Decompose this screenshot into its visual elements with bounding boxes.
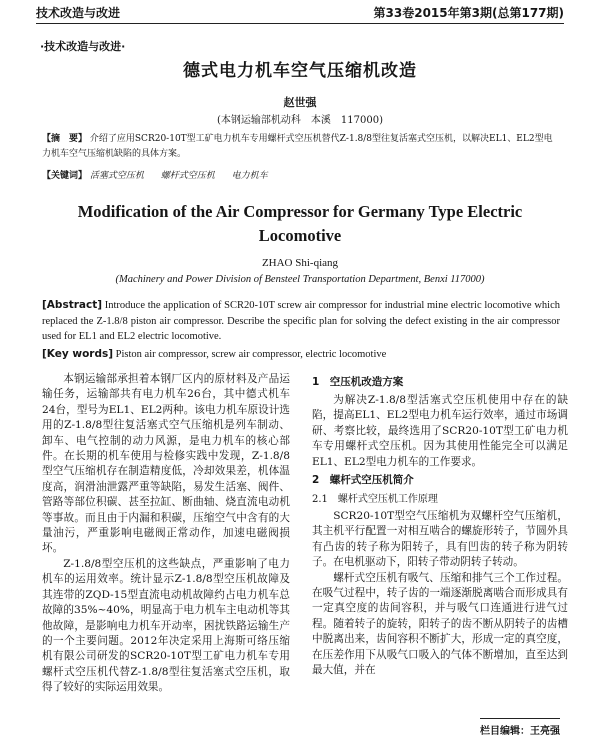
affiliation-en: (Machinery and Power Division of Bensteel Transportation Department, Benxi 117000)	[115, 274, 485, 285]
paper-title-cn: 德式电力机车空气压缩机改造	[183, 61, 417, 81]
author-cn: 赵世强	[283, 96, 317, 109]
running-header-left: 技术改造与改进	[36, 6, 121, 20]
affiliation-cn: (本钢运输部机动科 本溪 117000)	[217, 115, 383, 126]
keyword-cn: 活塞式空压机	[89, 171, 144, 181]
body-paragraph: 螺杆式空压机有吸气、压缩和排气三个工作过程。在吸气过程中，转子齿的一端逐渐脱离啮合而形成具有一定真空度的齿间容积，并与吸气口连通进行进气过程。随着转子的旋转，阳转子的齿不断从阴转子的齿槽中脱离出来，齿间容积不断扩大，形成一定的真空度，在压差作用下从吸气口吸入的气体不断增加，直至达到最大值，并在	[312, 571, 568, 677]
keyword-cn: 螺杆式空压机	[160, 171, 215, 181]
abstract-en-label: [Abstract]	[42, 299, 103, 311]
abstract-cn-label: 【摘 要】	[42, 134, 88, 144]
paper-title-en: Modification of the Air Compressor for Germany Type Electric Locomotive	[77, 202, 523, 245]
body-paragraph: 为解决Z-1.8/8型活塞式空压机使用中存在的缺陷，提高EL1、EL2型电力机车运行效率，通过市场调研、考察比较，最终选用了SCR20-10T型工矿电力机车专用螺杆式空压机。因为其使用性能完全可以满足EL1、EL2型电力机车的工作要求。	[312, 394, 568, 468]
keywords-en-label: [Key words]	[42, 348, 114, 360]
subsection-heading: 2.1 螺杆式空压机工作原理	[312, 494, 438, 506]
column-tag: ·技术改造与改进·	[40, 40, 126, 53]
section-heading: 2 螺杆式空压机简介	[312, 474, 414, 487]
body-paragraph: Z-1.8/8型空压机的这些缺点，严重影响了电力机车的运用效率。统计显示Z-1.8/8型空压机故障及其连带的ZQD-15型直流电动机故障约占电力机车总故障的35%~40%，明显高于电力机车主电动机等其他故障，是影响电力机车开动率，困扰铁路运输生产的一个主要问题。2012年决定采用上海斯可络压缩机有限公司研发的SCR20-10T型工矿电力机车专用螺杆式空压机代替Z-1.8/8型往复活塞式空压机，取得了较好的实际运用效果。	[42, 557, 290, 694]
abstract-cn-text: 介绍了应用SCR20-10T型工矿电力机车专用螺杆式空压机替代Z-1.8/8型往复活塞式空压机，以解决EL1、EL2型电力机车空气压缩机缺陷的具体方案。	[42, 134, 553, 159]
keywords-cn-label: 【关键词】	[42, 171, 88, 181]
keywords-en-text: Piston air compressor, screw air compressor, electric locomotive	[115, 349, 387, 360]
body-right-column	[312, 372, 568, 679]
body-paragraph: SCR20-10T型空气压缩机为双螺杆空气压缩机，其主机平行配置一对相互啮合的螺旋形转子，节圆外具有凸齿的转子称为阳转子，具有凹齿的转子称为阴转子。在电机驱动下，阳转子带动阴转子转动。	[312, 510, 568, 569]
keywords-cn	[42, 168, 282, 181]
section-heading: 1 空压机改造方案	[312, 376, 404, 388]
abstract-cn	[42, 132, 560, 162]
body-paragraph: 本钢运输部承担着本钢厂区内的原材料及产品运输任务，运输部共有电力机车26台，其中德式机车24台，型号为EL1、EL2两种。该电力机车原设计选用的Z-1.8/8型往复活塞式空气压缩机是列车制动、卸车、电气控制的动力风源，是电力机车的核心部件。在长期的机车使用与检修实践中发现，Z-1.8/8型空气压缩机存在制造精度低，冷却效果差，机体温度高，润滑油泄露严重等缺陷，易发生活塞、阀件、管路等部位积碳、甚至拉缸、断曲轴、烧直流电动机等事故。而且由于内漏和积碳，压缩空气中含有的大量油污，严重影响电磁阀正常动作，加速电磁阀损坏。	[42, 373, 290, 555]
abstract-en	[42, 298, 560, 345]
header-rule	[36, 23, 564, 24]
running-header-right: 第33卷2015年第3期(总第177期)	[373, 6, 564, 20]
author-en: ZHAO Shi-qiang	[261, 257, 339, 269]
column-editor-note: 栏目编辑：王亮强	[480, 718, 560, 737]
keyword-cn: 电力机车	[231, 171, 268, 181]
keywords-en	[42, 348, 386, 360]
abstract-en-text: Introduce the application of SCR20-10T screw air compressor for industrial mine electric locomotive which replaced the Z-1.8/8 piston air compressor. Describe the specific plan for solving the defect existing in the air compressor used for EL1 and EL2 electric locomotive.	[42, 300, 560, 342]
body-left-column	[42, 372, 290, 696]
